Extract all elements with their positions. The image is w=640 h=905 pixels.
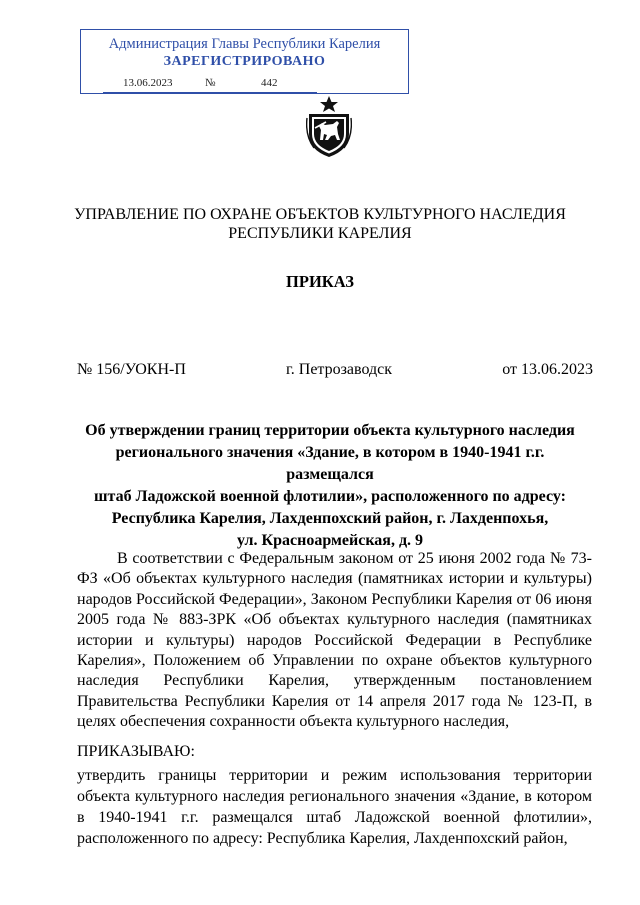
- subject-line: Об утверждении границ территории объекта культурного наследия: [85, 422, 575, 439]
- order-subject: [80, 420, 580, 552]
- order-directive-heading: ПРИКАЗЫВАЮ:: [77, 743, 195, 760]
- stamp-registration-line: [103, 76, 317, 93]
- stamp-number: 442: [261, 77, 278, 89]
- preamble-paragraph: В соответствии с Федеральным законом от 25 июня 2002 года № 73-ФЗ «Об объектах культурного наследия (памятниках истории и культуры) народов Российской Федерации», Законом Республики Карелия от 06 июня 2005 года № 883-ЗРК «Об объектах культурного наследия (памятниках истории и культуры) народов Российской Федерации в Республике Карелия», Положением об Управлении по охране объектов культурного наследия Республики Карелия, утвержденным постановлением Правительства Республики Карелия от 14 апреля 2017 года № 123-П, в целях обеспечения сохранности объекта культурного наследия,: [77, 550, 592, 731]
- organization-name-line2: РЕСПУБЛИКИ КАРЕЛИЯ: [228, 225, 412, 242]
- document-date: от 13.06.2023: [502, 361, 593, 378]
- document-type-title: ПРИКАЗ: [286, 272, 354, 291]
- stamp-authority: Администрация Главы Республики Карелия: [108, 36, 381, 52]
- subject-line: регионального значения «Здание, в котором в 1940-1941 г.г. размещался: [115, 444, 545, 483]
- document-city: г. Петрозаводск: [286, 361, 393, 378]
- order-directive-text: утвердить границы территории и режим использования территории объекта культурного наследия регионального значения «Здание, в котором в 1940-1941 г.г. размещался штаб Ладожской военной флотилии», расположенного по адресу: Республика Карелия, Лахденпохский район,: [77, 767, 592, 847]
- subject-line: ул. Красноармейская, д. 9: [236, 532, 424, 549]
- organization-header: [70, 205, 570, 243]
- subject-line: Республика Карелия, Лахденпохский район, г. Лахденпохья,: [111, 510, 549, 527]
- order-number: № 156/УОКН-П: [77, 361, 186, 378]
- karelia-coat-of-arms-icon: [306, 96, 352, 158]
- subject-line: штаб Ладожской военной флотилии», расположенного по адресу:: [94, 488, 566, 505]
- registration-stamp: [80, 29, 409, 94]
- stamp-date: 13.06.2023: [123, 77, 173, 89]
- stamp-status: ЗАРЕГИСТРИРОВАНО: [163, 54, 326, 69]
- organization-name-line1: УПРАВЛЕНИЕ ПО ОХРАНЕ ОБЪЕКТОВ КУЛЬТУРНОГО НАСЛЕДИЯ: [74, 206, 566, 223]
- stamp-number-sign: №: [205, 77, 216, 89]
